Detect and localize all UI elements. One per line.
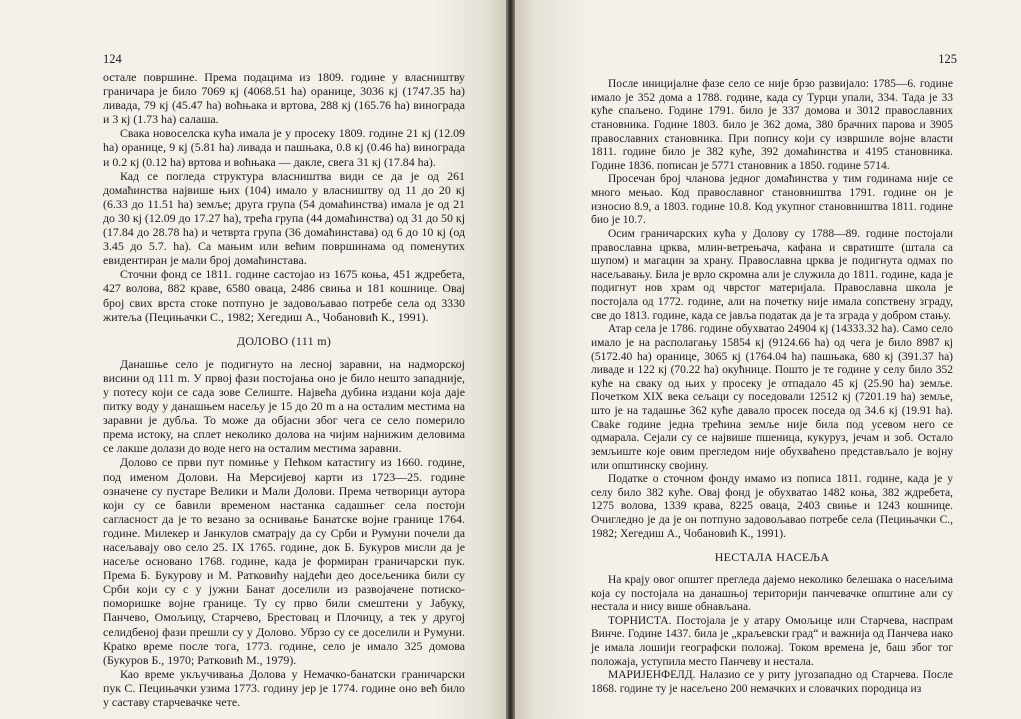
paragraph: После иницијалне фазе село се није брзо развијало: 1785—6. године имало је 352 дома а 1788. године, када су Турци упали, 334. Тада је 33 куће спаљено. Године 1791. било је 337 домова и 3012 православних становника. Године 1803. било је 362 дома, 380 брачних парова и 3905 православних становника. При попису који су извршиле војне власти 1811. године било је 382 куће, 392 домаћинства и 4195 становника. Године 1836. пописан је 5771 становник а 1850. године 5714. <box>591 78 953 172</box>
paragraph: Данашње село је подигнуто на лесној заравни, на надморској висини од 111 m. У првој фази постојања оно је било нешто западније, у потесу који се сада зове Селиште. Највећа дубина издани која даје питку воду у данашњем насељу је 15 до 20 m а на осталим местима на заравни је дубља. То може да објасни због чега се село померило према истоку, на сплет неколико долова на чијим најнижим деловима се лакше долази до воде него на осталим местима заравни. <box>103 356 465 456</box>
book-gutter <box>506 0 515 719</box>
paragraph: остале површине. Према подацима из 1809. године у власништву граничара је било 7069 кј (4068.51 ha) оранице, 3036 кј (1747.35 ha) ливада, 79 кј (45.47 ha) воћњака и вртова, 288 кј (165.76 ha) винограда и 3 кј (1.73 ha) салаша. <box>103 70 465 127</box>
paragraph: Податке о сточном фонду имамо из пописа 1811. године, када је у селу било 382 куће. Овај фонд је обухватао 1482 коња, 382 ждребета, 1275 волова, 1339 крава, 8225 оваца, 2403 свиње и 1243 кошнице. Очигледно је да је он потпуно задовољавао потребе села (Пецињачки С., 1982; Хегедиш А., Чобановић К., 1991). <box>591 473 953 540</box>
section-heading: ДОЛОВО (111 m) <box>236 333 332 348</box>
paragraph: Атар села је 1786. године обухватао 24904 кј (14333.32 ha). Само село имало је на располагању 15854 кј (9124.66 ha) од чега је било 8987 кј (5172.40 ha) оранице, 3065 кј (1764.04 ha) пашњака, 680 кј (391.37 ha) ливаде и 122 кј (70.22 ha) окућнице. Пошто је те године у селу било 352 куће на сваку од њих у просеку је отпадало 45 кј (25.90 ha) земље. Почетком XIX века сељаци су поседовали 12512 кј (7201.19 ha) земље, што је на тадашње 362 куће давало просек поседа од 34.6 кј (19.91 ha). Свake године једна трећина земље није била под усевом него се одмарала. Сејали су се највише пшеница, кукуруз, јечам и зоб. Остало земљиште које овим прегледом није обухваћено представљало је војну или општинску својину. <box>591 323 953 472</box>
paragraph: Долово се први пут помиње у Пећком катастигу из 1660. године, под именом Долови. На Мерсијевој карти из 1723—25. године означене су пустаре Велики и Мали Долови. Према четворици аутора који су се бавили временом настанка садашњег села постоји сагласност да је то везано за оснивање Банатске војне границе 1764. године. Милекер и Јанкулов сматрају да су Срби и Румуни почели да насељавају ово село 25. IX 1765. године, док Б. Букуров мисли да је насеље основано 1768. године, када је формиран граничарски пук. Према Б. Букурову и М. Ратковићу најдећи део досељеника били су Срби који су с у јужни Банат доселили из развојачене потиско-поморишке војне границе. Ту су прво били смештени у Јабуку, Панчево, Омољицу, Старчево, Брестовац и Плочицу, а тек у другој селидбеној фази прешли су у Долово. Убрзо су се доселили и Румуни. Крatко време после тога, 1773. године, село је имало 325 домова (Букуров Б., 1970; Ратковић М., 1979). <box>103 455 465 667</box>
paragraph: Просечан број чланова једног домаћинства у тим годинама није се много мењао. Код православног становништва 1791. године он је износио 8.9, а 1803. године 10.8. Код укупног становништва 1811. године био је 10.7. <box>591 173 953 227</box>
paragraph: Сточни фонд се 1811. године састојао из 1675 коња, 451 ждребета, 427 волова, 882 краве, 6580 оваца, 2486 свиња и 181 кошнице. Овај број свих врста стоке потпуно је задовољавао потребе села од 3330 житеља (Пецињачки С., 1982; Хегедиш А., Чобановић К., 1991). <box>103 267 465 324</box>
paragraph: Осим граничарских кућа у Долову су 1788—89. године постојали православна црква, млин-ветрењача, кафана и свратиште (штала са шупом) и магацин за храну. Православна црква је подигнута одмах по насељавању. Била је врло скромна али је служила до 1811. године, када је подигнут нов храм од чврстог материјала. Православна школа је постојала од 1772. године, али на почетку није имала сопствену зграду, све до 1813. године, када се јавља податак да је та зграда у добром стању. <box>591 227 953 322</box>
right-page <box>515 0 1021 719</box>
page-number: 124 <box>103 52 122 66</box>
paragraph: Свака новоселска кућа имала је у просеку 1809. године 21 кј (12.09 ha) оранице, 9 кј (5.81 ha) ливада и пашњака, 0.8 кј (0.46 ha) винограда и 0.2 кј (0.12 ha) вртова и воћњака — дакле, свега 31 кј (17.84 ha). <box>103 126 465 169</box>
paragraph: Као време укључивања Долова у Немачко-банатски граничарски пук С. Пецињачки узима 1773. годину јер је 1774. године оно већ било у саставу старчевачке чете. <box>103 666 465 710</box>
section-heading: НЕСТАЛА НАСЕЉА <box>714 550 830 565</box>
left-page <box>0 0 506 719</box>
page-number: 125 <box>938 52 957 66</box>
paragraph: МАРИЈЕНФЕЛД. Налазио се у риту југозападно од Старчева. После 1868. године ту је насељено 200 немачких и словачких породица из <box>591 669 953 695</box>
paragraph: ТОРНИСТА. Постојала је у атару Омољице или Старчева, наспрам Винче. Године 1437. била је „краљевски град“ и важнија од Панчева иако је имала лошији географски положај. Током времена је, баш због тог положаја, уступила место Панчеву и нестала. <box>591 614 953 668</box>
left-page-text <box>103 70 465 709</box>
right-page-text <box>591 78 953 697</box>
paragraph: Кад се погледа структура власништва види се да је од 261 домаћинства највише њих (104) имало у власништву од 11 до 20 кј (6.33 до 11.51 ha) земље; друга група (54 домаћинства) имала је од 21 до 30 кј (12.09 до 17.27 ha), трећа група (44 домаћинства) од 31 до 50 кј (17.84 до 28.78 ha) и четврта група (36 домаћинстава) од 6 до 10 кј (од 3.45 до 5.7. ha). Са мањим или већим површинама од поменутих евидентиран је мали број домаћинстава. <box>103 168 465 268</box>
paragraph: На крају овог општег прегледа дајемо неколико белешака о насељима која су постојала на данашњој територији панчевачке општине али су нестала и нису више обнављана. <box>591 573 953 614</box>
